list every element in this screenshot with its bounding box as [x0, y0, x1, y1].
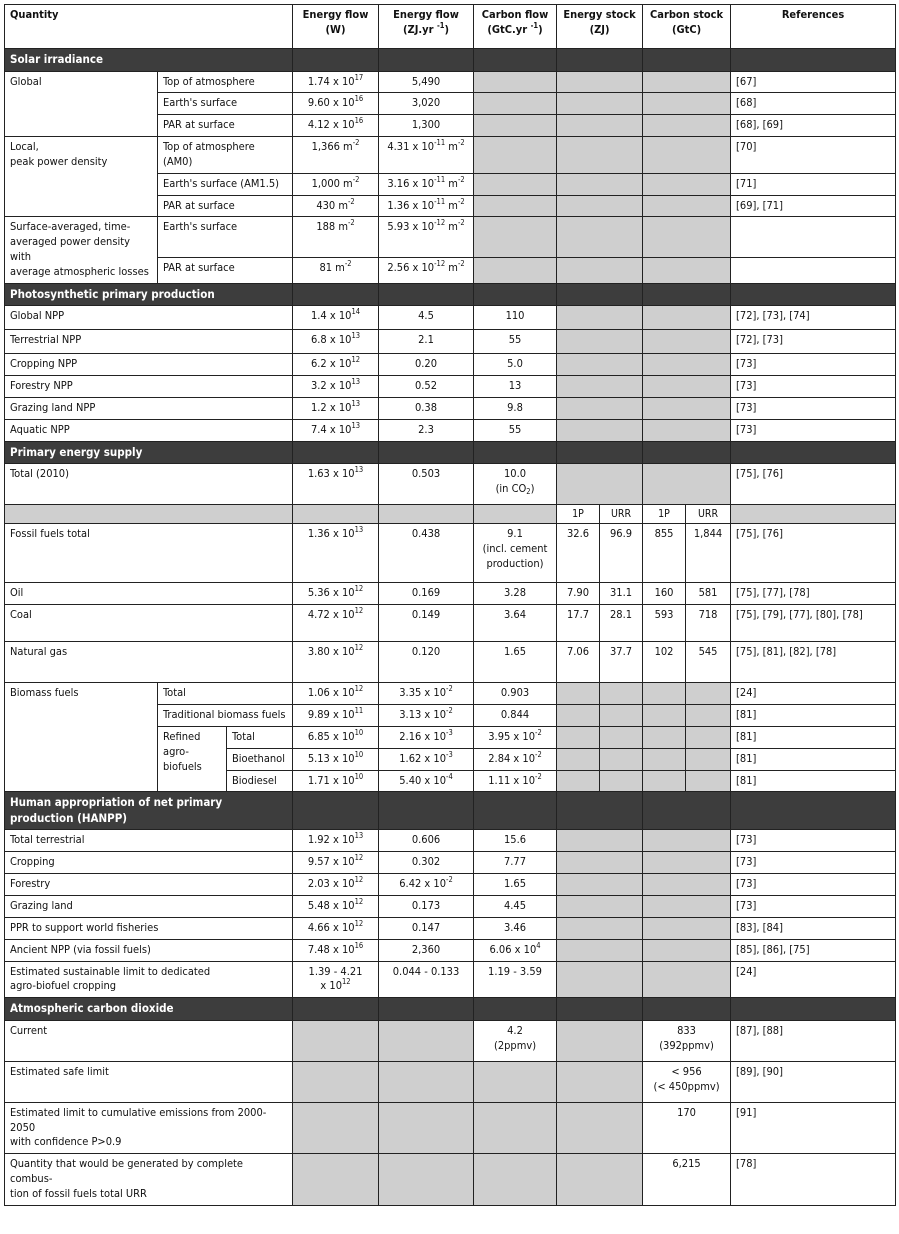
energy-flow-zj: 0.173 [379, 896, 474, 918]
energy-stock-1p: 17.7 [557, 605, 600, 642]
stock-subheader-row [5, 505, 896, 524]
table-row [5, 1020, 896, 1061]
table-row [5, 217, 896, 258]
carbon-flow: 7.77 [474, 852, 557, 874]
energy-flow-w: 1.06 x $10^{12}$ [293, 683, 379, 705]
energy-flow-w: 1,366 $m^{-2}$ [293, 137, 379, 174]
carbon-flow: 1.19 - 3.59 [474, 961, 557, 998]
carbon-stock-1p: 160 [643, 583, 686, 605]
header-carbon-stock: Carbon stock (GtC) [643, 5, 731, 49]
energy-flow-zj: 4.31 x $10^{-11}$ $m^{-2}$ [379, 137, 474, 174]
energy-flow-zj: 1.62 x $10^{-3}$ [379, 748, 474, 770]
reference: [81] [731, 770, 896, 792]
header-quantity: Quantity [5, 5, 293, 49]
energy-flow-w: 1.2 x $10^{13}$ [293, 398, 379, 420]
carbon-stock-urr: 718 [686, 605, 731, 642]
energy-flow-w: 9.89 x $10^{11}$ [293, 705, 379, 727]
row-label: Ancient NPP (via fossil fuels) [5, 939, 293, 961]
reference: [89], [90] [731, 1061, 896, 1102]
energy-flow-zj: 1.36 x $10^{-11}$ $m^{-2}$ [379, 195, 474, 217]
carbon-flow: 3.46 [474, 917, 557, 939]
sublabel: Earth's surface (AM1.5) [158, 173, 293, 195]
reference: [73] [731, 354, 896, 376]
energy-flow-w: 1.36 x $10^{13}$ [293, 524, 379, 583]
table-row [5, 605, 896, 642]
table-row [5, 583, 896, 605]
reference: [87], [88] [731, 1020, 896, 1061]
energy-flow-w: 3.80 x $10^{12}$ [293, 642, 379, 683]
energy-flow-w: 430 $m^{-2}$ [293, 195, 379, 217]
table-row [5, 852, 896, 874]
table-row [5, 419, 896, 441]
carbon-flow: 0.903 [474, 683, 557, 705]
reference: [68], [69] [731, 115, 896, 137]
energy-flow-w: 1.4 x $10^{14}$ [293, 306, 379, 330]
table-row [5, 306, 896, 330]
carbon-stock: 833 (392ppmv) [643, 1020, 731, 1061]
header-references: References [731, 5, 896, 49]
energy-flow-zj: 4.5 [379, 306, 474, 330]
table-row [5, 464, 896, 505]
carbon-flow: 4.45 [474, 896, 557, 918]
row-label: Quantity that would be generated by complete combus- tion of fossil fuels total URR [5, 1154, 293, 1206]
carbon-stock-urr: 581 [686, 583, 731, 605]
reference: [75], [79], [77], [80], [78] [731, 605, 896, 642]
reference: [68] [731, 93, 896, 115]
energy-flow-zj: 1,300 [379, 115, 474, 137]
row-label: Oil [5, 583, 293, 605]
header-row [5, 5, 896, 49]
energy-flow-w: 1.92 x $10^{13}$ [293, 830, 379, 852]
energy-stock-urr: 28.1 [600, 605, 643, 642]
reference: [75], [77], [78] [731, 583, 896, 605]
energy-flow-w: 5.48 x $10^{12}$ [293, 896, 379, 918]
section-title-solar: Solar irradiance [5, 49, 293, 72]
energy-carbon-table [4, 4, 896, 1206]
reference: [72], [73], [74] [731, 306, 896, 330]
sublabel: Earth's surface [158, 217, 293, 258]
header-carbon-flow: Carbon flow (GtC.yr $^{-1}$) [474, 5, 557, 49]
energy-stock-1p: 7.90 [557, 583, 600, 605]
energy-flow-w: 188 $m^{-2}$ [293, 217, 379, 258]
energy-stock-urr: 37.7 [600, 642, 643, 683]
reference: [75], [76] [731, 464, 896, 505]
carbon-stock-1p: 855 [643, 524, 686, 583]
reference: [71] [731, 173, 896, 195]
row-label-refined-agro-biofuels: Refined agro- biofuels [158, 726, 227, 792]
energy-flow-w: 5.13 x $10^{10}$ [293, 748, 379, 770]
row-label: Cropping [5, 852, 293, 874]
row-label: PPR to support world fisheries [5, 917, 293, 939]
carbon-stock-urr: 1,844 [686, 524, 731, 583]
energy-flow-w: 81 $m^{-2}$ [293, 258, 379, 283]
energy-flow-w: 4.66 x $10^{12}$ [293, 917, 379, 939]
reference: [67] [731, 71, 896, 93]
row-label: Grazing land NPP [5, 398, 293, 420]
energy-flow-w: 7.48 x $10^{16}$ [293, 939, 379, 961]
energy-flow-w: 9.57 x $10^{12}$ [293, 852, 379, 874]
carbon-flow: 2.84 x $10^{-2}$ [474, 748, 557, 770]
reference: [73] [731, 874, 896, 896]
energy-flow-zj: 0.169 [379, 583, 474, 605]
table-row [5, 524, 896, 583]
reference: [73] [731, 830, 896, 852]
row-label: Estimated limit to cumulative emissions from 2000-2050 with confidence P>0.9 [5, 1102, 293, 1154]
table-row [5, 874, 896, 896]
table-row [5, 961, 896, 998]
energy-flow-zj: 3.13 x $10^{-2}$ [379, 705, 474, 727]
energy-flow-w: 3.2 x $10^{13}$ [293, 376, 379, 398]
sublabel: Top of atmosphere [158, 71, 293, 93]
row-label-local: Local, peak power density [5, 137, 158, 217]
row-label: Fossil fuels total [5, 524, 293, 583]
energy-flow-zj: 0.52 [379, 376, 474, 398]
row-label: Coal [5, 605, 293, 642]
row-label: Total (2010) [5, 464, 293, 505]
carbon-flow: 5.0 [474, 354, 557, 376]
sublabel: PAR at surface [158, 195, 293, 217]
sublabel: Traditional biomass fuels [158, 705, 293, 727]
energy-flow-w: 1.74 x $10^{17}$ [293, 71, 379, 93]
carbon-flow: 55 [474, 419, 557, 441]
energy-stock-1p: 32.6 [557, 524, 600, 583]
carbon-stock: < 956 (< 450ppmv) [643, 1061, 731, 1102]
reference: [81] [731, 748, 896, 770]
reference: [81] [731, 705, 896, 727]
header-energy-flow-zj: Energy flow (ZJ.yr $^{-1}$) [379, 5, 474, 49]
energy-stock-urr-header: URR [600, 505, 643, 524]
reference: [78] [731, 1154, 896, 1206]
sublabel: Total [227, 726, 293, 748]
energy-flow-w: 1.39 - 4.21 x $10^{12}$ [293, 961, 379, 998]
reference: [24] [731, 961, 896, 998]
reference: [83], [84] [731, 917, 896, 939]
section-title-primary-energy: Primary energy supply [5, 441, 293, 464]
sublabel: Earth's surface [158, 93, 293, 115]
energy-flow-zj: 2.56 x $10^{-12}$ $m^{-2}$ [379, 258, 474, 283]
table-row [5, 376, 896, 398]
row-label-surface-averaged: Surface-averaged, time- averaged power density with average atmospheric losses [5, 217, 158, 283]
energy-flow-w: 1.63 x $10^{13}$ [293, 464, 379, 505]
carbon-flow: 15.6 [474, 830, 557, 852]
row-label-global: Global [5, 71, 158, 137]
carbon-stock-urr-header: URR [686, 505, 731, 524]
row-label: Grazing land [5, 896, 293, 918]
carbon-stock-urr: 545 [686, 642, 731, 683]
energy-flow-zj: 0.606 [379, 830, 474, 852]
reference: [69], [71] [731, 195, 896, 217]
section-header-row [5, 441, 896, 464]
sublabel: Total [158, 683, 293, 705]
section-title-hanpp: Human appropriation of net primary production (HANPP) [5, 792, 293, 830]
section-title-atmospheric-co2: Atmospheric carbon dioxide [5, 998, 293, 1021]
carbon-flow: 1.11 x $10^{-2}$ [474, 770, 557, 792]
carbon-flow: 55 [474, 330, 557, 354]
energy-flow-zj: 0.20 [379, 354, 474, 376]
energy-flow-w: 4.12 x $10^{16}$ [293, 115, 379, 137]
energy-flow-zj: 0.120 [379, 642, 474, 683]
energy-flow-zj: 2.16 x $10^{-3}$ [379, 726, 474, 748]
table-row [5, 1061, 896, 1102]
carbon-stock: 6,215 [643, 1154, 731, 1206]
energy-flow-w: 5.36 x $10^{12}$ [293, 583, 379, 605]
energy-flow-zj: 3,020 [379, 93, 474, 115]
table-row [5, 1154, 896, 1206]
carbon-flow: 1.65 [474, 642, 557, 683]
reference: [73] [731, 398, 896, 420]
carbon-stock-1p-header: 1P [643, 505, 686, 524]
carbon-flow: 110 [474, 306, 557, 330]
section-header-row [5, 792, 896, 830]
row-label: Cropping NPP [5, 354, 293, 376]
energy-flow-zj: 0.147 [379, 917, 474, 939]
energy-flow-w: 6.8 x $10^{13}$ [293, 330, 379, 354]
row-label: Estimated safe limit [5, 1061, 293, 1102]
table-row [5, 398, 896, 420]
carbon-flow: 3.64 [474, 605, 557, 642]
row-label-biomass-fuels: Biomass fuels [5, 683, 158, 792]
energy-flow-zj: 2,360 [379, 939, 474, 961]
energy-stock-1p-header: 1P [557, 505, 600, 524]
energy-flow-w: 9.60 x $10^{16}$ [293, 93, 379, 115]
reference: [85], [86], [75] [731, 939, 896, 961]
energy-flow-zj: 6.42 x $10^{-2}$ [379, 874, 474, 896]
header-energy-flow-w: Energy flow (W) [293, 5, 379, 49]
energy-flow-zj: 2.3 [379, 419, 474, 441]
reference: [72], [73] [731, 330, 896, 354]
energy-flow-zj: 0.302 [379, 852, 474, 874]
carbon-flow: 9.1 (incl. cement production) [474, 524, 557, 583]
energy-flow-w: 4.72 x $10^{12}$ [293, 605, 379, 642]
row-label: Terrestrial NPP [5, 330, 293, 354]
reference: [73] [731, 419, 896, 441]
table-row [5, 830, 896, 852]
reference: [24] [731, 683, 896, 705]
header-energy-stock: Energy stock (ZJ) [557, 5, 643, 49]
carbon-flow: 1.65 [474, 874, 557, 896]
table-row [5, 330, 896, 354]
reference: [75], [81], [82], [78] [731, 642, 896, 683]
carbon-flow: 3.95 x $10^{-2}$ [474, 726, 557, 748]
sublabel: PAR at surface [158, 115, 293, 137]
carbon-stock-1p: 593 [643, 605, 686, 642]
carbon-flow: 0.844 [474, 705, 557, 727]
energy-flow-w: 6.85 x $10^{10}$ [293, 726, 379, 748]
table-row [5, 1102, 896, 1154]
energy-flow-zj: 0.044 - 0.133 [379, 961, 474, 998]
row-label: Forestry NPP [5, 376, 293, 398]
reference: [70] [731, 137, 896, 174]
section-header-row [5, 283, 896, 306]
carbon-flow: 4.2 (2ppmv) [474, 1020, 557, 1061]
section-header-row [5, 49, 896, 72]
carbon-stock: 170 [643, 1102, 731, 1154]
carbon-flow: 10.0 (in $CO_2$) [474, 464, 557, 505]
row-label: Global NPP [5, 306, 293, 330]
energy-stock-urr: 31.1 [600, 583, 643, 605]
reference: [81] [731, 726, 896, 748]
row-label: Current [5, 1020, 293, 1061]
row-label: Forestry [5, 874, 293, 896]
row-label: Aquatic NPP [5, 419, 293, 441]
carbon-flow: 3.28 [474, 583, 557, 605]
table-row [5, 354, 896, 376]
energy-flow-zj: 3.16 x $10^{-11}$ $m^{-2}$ [379, 173, 474, 195]
reference: [73] [731, 852, 896, 874]
row-label: Estimated sustainable limit to dedicated agro-biofuel cropping [5, 961, 293, 998]
table-row [5, 71, 896, 93]
energy-flow-w: 1.71 x $10^{10}$ [293, 770, 379, 792]
energy-stock-urr: 96.9 [600, 524, 643, 583]
table-row [5, 137, 896, 174]
energy-flow-zj: 3.35 x $10^{-2}$ [379, 683, 474, 705]
energy-flow-zj: 0.503 [379, 464, 474, 505]
carbon-flow: 9.8 [474, 398, 557, 420]
table-row [5, 917, 896, 939]
sublabel: Top of atmosphere (AM0) [158, 137, 293, 174]
energy-stock-1p: 7.06 [557, 642, 600, 683]
table-row [5, 896, 896, 918]
energy-flow-w: 6.2 x $10^{12}$ [293, 354, 379, 376]
reference: [91] [731, 1102, 896, 1154]
carbon-flow: 13 [474, 376, 557, 398]
carbon-flow: 6.06 x $10^4$ [474, 939, 557, 961]
table-row [5, 642, 896, 683]
energy-flow-zj: 0.438 [379, 524, 474, 583]
reference: [75], [76] [731, 524, 896, 583]
energy-flow-zj: 5.40 x $10^{-4}$ [379, 770, 474, 792]
section-header-row [5, 998, 896, 1021]
energy-flow-zj: 5.93 x $10^{-12}$ $m^{-2}$ [379, 217, 474, 258]
energy-flow-zj: 2.1 [379, 330, 474, 354]
carbon-stock-1p: 102 [643, 642, 686, 683]
energy-flow-w: 7.4 x $10^{13}$ [293, 419, 379, 441]
energy-flow-w: 2.03 x $10^{12}$ [293, 874, 379, 896]
section-title-photosynthetic: Photosynthetic primary production [5, 283, 293, 306]
energy-flow-w: 1,000 $m^{-2}$ [293, 173, 379, 195]
row-label: Natural gas [5, 642, 293, 683]
row-label: Total terrestrial [5, 830, 293, 852]
reference: [73] [731, 376, 896, 398]
table-row [5, 683, 896, 705]
reference: [73] [731, 896, 896, 918]
energy-flow-zj: 5,490 [379, 71, 474, 93]
sublabel: Biodiesel [227, 770, 293, 792]
table-row [5, 939, 896, 961]
sublabel: PAR at surface [158, 258, 293, 283]
sublabel: Bioethanol [227, 748, 293, 770]
energy-flow-zj: 0.38 [379, 398, 474, 420]
energy-flow-zj: 0.149 [379, 605, 474, 642]
